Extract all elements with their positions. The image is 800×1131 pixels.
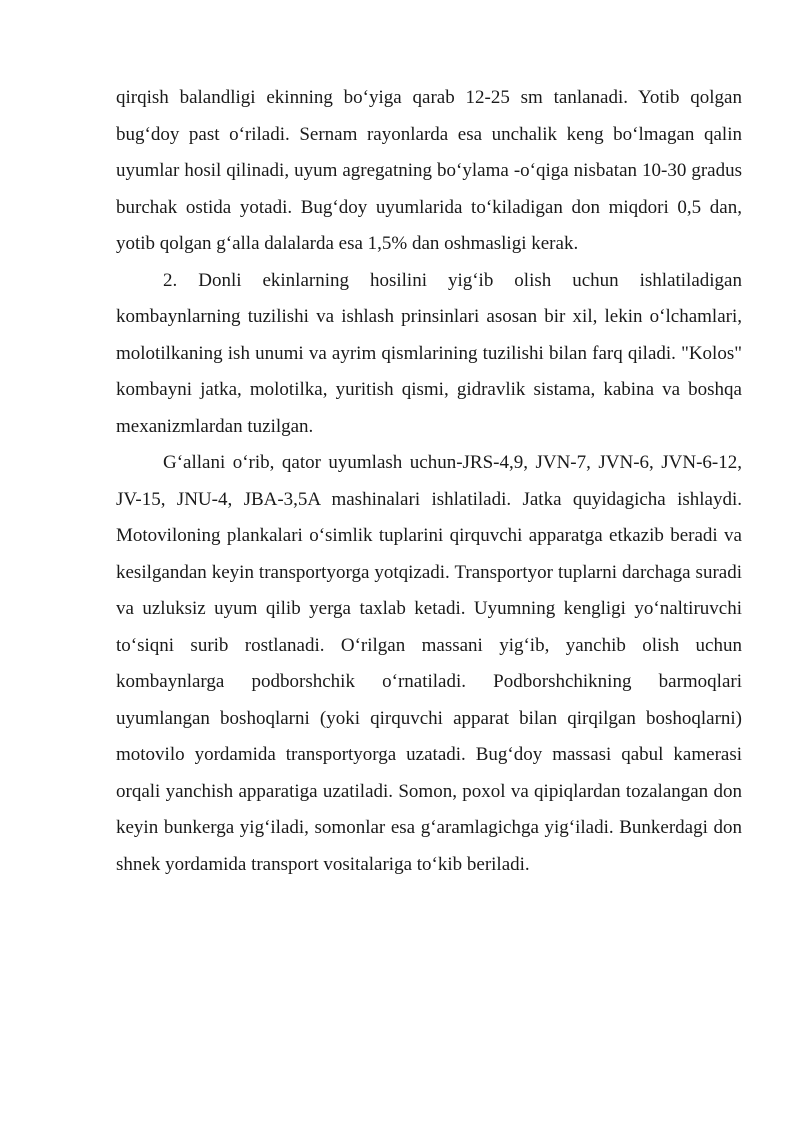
paragraph-harvesting-machines: G‘allani o‘rib, qator uyumlash uchun-JRS-4,9, JVN-7, JVN-6, JVN-6-12, JV-15, JNU-4, JBA-3,5A mashinalari ishlatiladi. Jatka quyidagicha ishlaydi. Motoviloning plankalari o‘simlik tuplarini qirquvchi apparatga etkazib beradi va kesilgandan keyin transportyorga yotqizadi. Transportyor tuplarni darchaga suradi va uzluksiz uyum qilib yerga taxlab ketadi. Uyumning kengligi yo‘naltiruvchi to‘siqni surib rostlanadi. O‘rilgan massani yig‘ib, yanchib olish uchun kombaynlarga podborshchik o‘rnatiladi. Podborshchikning barmoqlari uyumlangan boshoqlarni (yoki qirquvchi apparat bilan qirqilgan boshoqlarni) motovilo yordamida transportyorga uzatadi. Bug‘doy massasi qabul kamerasi orqali yanchish apparatiga uzatiladi. Somon, poxol va qipiqlardan tozalangan don keyin bunkerga yig‘iladi, somonlar esa g‘aramlagichga yig‘iladi. Bunkerdagi don shnek yordamida transport vositalariga to‘kib beriladi.: [116, 452, 742, 875]
paragraph-combines: 2. Donli ekinlarning hosilini yig‘ib olish uchun ishlatiladigan kombaynlarning tuzilishi va ishlash prinsinlari asosan bir xil, lekin o‘lchamlari, molotilkaning ish unumi va ayrim qismlarining tuzilishi bilan farq qiladi. "Kolos" kombayni jatka, molotilka, yuritish qismi, gidravlik sistama, kabina va boshqa mexanizmlardan tuzilgan.: [116, 269, 742, 437]
paragraph-intro: qirqish balandligi ekinning bo‘yiga qarab 12-25 sm tanlanadi. Yotib qolgan bug‘doy past o‘riladi. Sernam rayonlarda esa unchalik keng bo‘lmagan qalin uyumlar hosil qilinadi, uyum agregatning bo‘ylama -o‘qiga nisbatan 10-30 gradus burchak ostida yotadi. Bug‘doy uyumlarida to‘kiladigan don miqdori 0,5 dan, yotib qolgan g‘alla dalalarda esa 1,5% dan oshmasligi kerak.: [116, 87, 742, 254]
document-page: [116, 80, 742, 883]
